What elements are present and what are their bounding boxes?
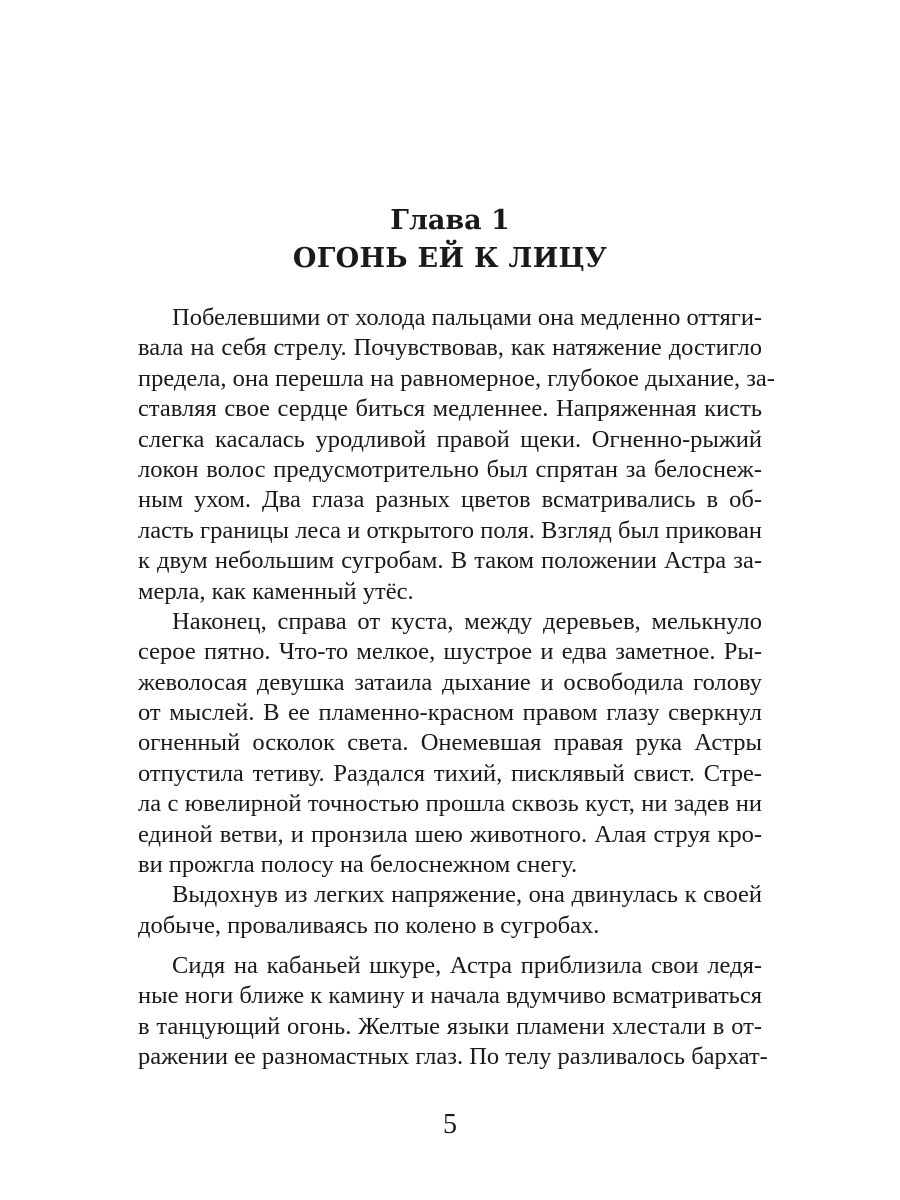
text-line: ласть границы леса и открытого поля. Взгляд был прикован: [138, 516, 762, 544]
text-line: Побелевшими от холода пальцами она медленно оттяги-: [172, 304, 763, 331]
text-line: ражении ее разномастных глаз. По телу разливалось бархат-: [138, 1043, 768, 1071]
text-line: Наконец, справа от куста, между деревьев, мелькнуло: [172, 607, 762, 635]
chapter-body-section-1: [138, 303, 775, 941]
paragraph: [138, 607, 762, 881]
chapter-body-section-2: [138, 951, 768, 1073]
paragraph: [138, 303, 775, 607]
text-line: отпустила тетиву. Раздался тихий, писклявый свист. Стре-: [138, 759, 762, 787]
text-line: локон волос предусмотрительно был спрятан за белоснеж-: [138, 455, 762, 483]
text-line: от мыслей. В ее пламенно-красном правом глазу сверкнул: [138, 699, 762, 727]
text-line: слегка касалась уродливой правой щеки. Огненно-рыжий: [138, 425, 762, 453]
text-line: добыче, проваливаясь по колено в сугробах.: [138, 911, 600, 939]
text-line: вала на себя стрелу. Почувствовав, как натяжение достигло: [138, 334, 762, 362]
text-line: ла с ювелирной точностью прошла сквозь куст, ни задев ни: [138, 790, 762, 818]
text-line: предела, она перешла на равномерное, глубокое дыхание, за-: [138, 364, 775, 392]
text-line: огненный осколок света. Онемевшая правая рука Астры: [138, 729, 762, 757]
paragraph: [138, 880, 762, 941]
text-line: Выдохнув из легких напряжение, она двинулась к своей: [172, 881, 762, 909]
text-line: ставляя свое сердце биться медленнее. Напряженная кисть: [138, 395, 762, 423]
text-line: ви прожгла полосу на белоснежном снегу.: [138, 851, 578, 879]
text-line: серое пятно. Что-то мелкое, шустрое и едва заметное. Ры-: [138, 638, 762, 666]
text-line: к двум небольшим сугробам. В таком положении Астра за-: [138, 547, 762, 575]
text-line: ным ухом. Два глаза разных цветов всматривались в об-: [138, 486, 762, 514]
page-number: 5: [443, 1109, 457, 1140]
paragraph: [138, 951, 768, 1073]
chapter-heading: [0, 203, 900, 279]
chapter-number: Глава 1: [390, 205, 510, 236]
text-line: единой ветви, и пронзила шею животного. Алая струя кро-: [138, 820, 762, 848]
text-line: Сидя на кабаньей шкуре, Астра приблизила свои ледя-: [172, 952, 762, 979]
chapter-title: ОГОНЬ ЕЙ К ЛИЦУ: [292, 243, 608, 274]
text-line: ные ноги ближе к камину и начала вдумчиво всматриваться: [138, 982, 762, 1010]
text-line: жеволосая девушка затаила дыхание и освободила голову: [138, 668, 762, 696]
text-line: мерла, как каменный утёс.: [138, 577, 414, 605]
text-line: в танцующий огонь. Желтые языки пламени хлестали в от-: [138, 1012, 762, 1040]
